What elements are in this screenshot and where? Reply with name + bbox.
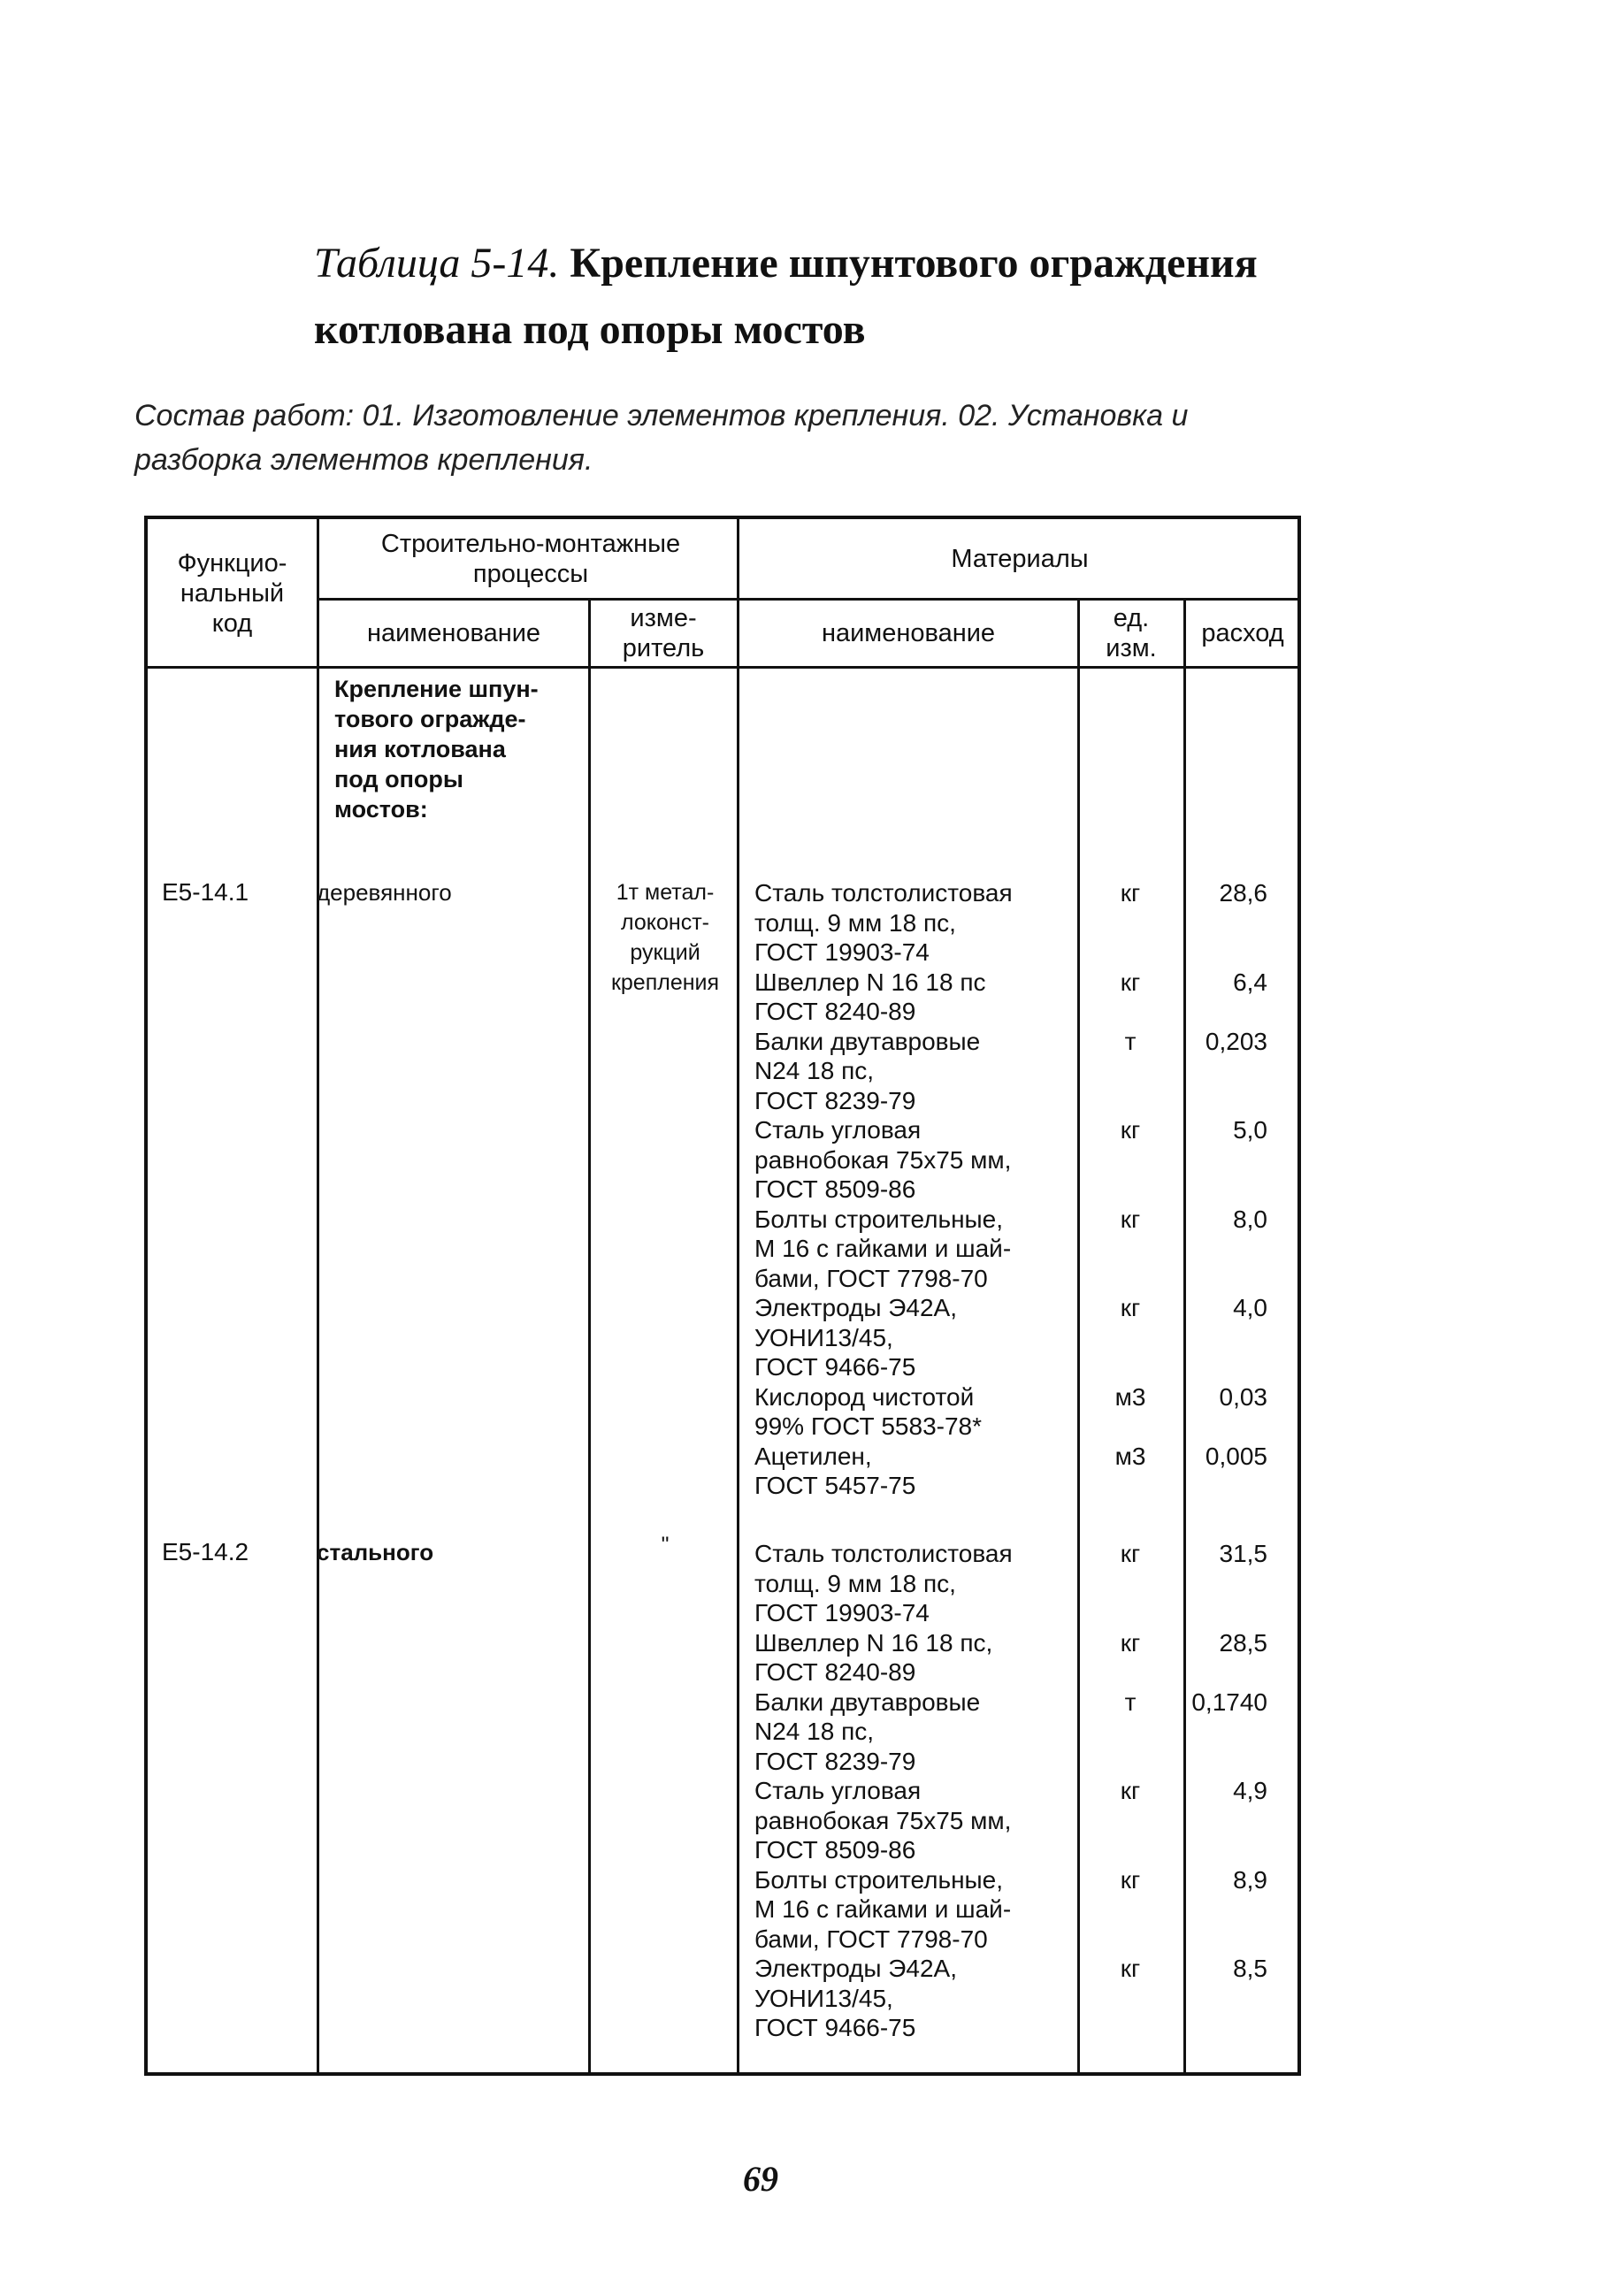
material-row bbox=[754, 1442, 1285, 1501]
col-divider bbox=[317, 517, 319, 2074]
header-meter: изме- ритель bbox=[622, 604, 705, 662]
material-name: Электроды Э42А, УОНИ13/45, ГОСТ 9466-75 bbox=[754, 1955, 957, 2041]
row-divider bbox=[317, 598, 1299, 601]
material-unit: кг bbox=[1120, 1865, 1141, 1894]
row-materials bbox=[754, 1539, 1285, 2043]
material-qty: 4,0 bbox=[1233, 1294, 1267, 1321]
material-row bbox=[754, 1628, 1285, 1688]
material-unit: т bbox=[1124, 1688, 1137, 1716]
material-qty: 8,5 bbox=[1233, 1955, 1267, 1982]
material-qty: 28,5 bbox=[1219, 1628, 1267, 1657]
material-unit: м3 bbox=[1114, 1442, 1146, 1470]
material-qty: 28,6 bbox=[1219, 879, 1267, 907]
material-qty: 0,203 bbox=[1205, 1027, 1267, 1055]
material-name: Кислород чистотой 99% ГОСТ 5583-78* bbox=[754, 1382, 983, 1440]
table-label: Таблица 5-14. bbox=[314, 240, 560, 287]
material-row bbox=[754, 1539, 1285, 1628]
material-name: Сталь угловая равнобокая 75х75 мм, ГОСТ 8509-86 bbox=[754, 1116, 1012, 1203]
material-row bbox=[754, 1382, 1285, 1442]
material-name: Швеллер N 16 18 пс, ГОСТ 8240-89 bbox=[754, 1628, 993, 1686]
material-qty: 4,9 bbox=[1233, 1777, 1267, 1804]
material-unit: кг bbox=[1120, 1540, 1141, 1567]
group-title: Крепление шпун- тового огражде- ния котлована под опоры мостов: bbox=[334, 676, 539, 823]
material-unit: м3 bbox=[1114, 1382, 1146, 1411]
material-row bbox=[754, 1115, 1285, 1205]
material-name: Ацетилен, ГОСТ 5457-75 bbox=[754, 1442, 916, 1499]
material-qty: 8,0 bbox=[1233, 1205, 1267, 1233]
material-row bbox=[754, 968, 1285, 1027]
material-qty: 0,1740 bbox=[1191, 1688, 1267, 1716]
material-name: Сталь толстолистовая толщ. 9 мм 18 пс, ГОСТ 19903-74 bbox=[754, 1540, 1013, 1626]
material-row bbox=[754, 1293, 1285, 1382]
row-meter: 1т метал- локонст- рукций крепления bbox=[610, 880, 720, 995]
row-meter: " bbox=[661, 1533, 670, 1557]
material-unit: кг bbox=[1120, 1205, 1141, 1233]
material-qty: 8,9 bbox=[1233, 1865, 1267, 1894]
material-qty: 31,5 bbox=[1219, 1540, 1267, 1567]
row-code: Е5-14.2 bbox=[162, 1538, 249, 1565]
material-row bbox=[754, 1205, 1285, 1294]
material-name: Балки двутавровые N24 18 пс, ГОСТ 8239-79 bbox=[754, 1027, 981, 1114]
material-row bbox=[754, 1688, 1285, 1777]
work-composition: Состав работ: 01. Изготовление элементов крепления. 02. Установка и разборка элементов крепления. bbox=[134, 399, 1189, 477]
material-name: Швеллер N 16 18 пс ГОСТ 8240-89 bbox=[754, 968, 986, 1025]
material-unit: кг bbox=[1120, 879, 1141, 907]
material-name: Электроды Э42А, УОНИ13/45, ГОСТ 9466-75 bbox=[754, 1294, 957, 1381]
row-code: Е5-14.1 bbox=[162, 878, 249, 906]
row-process-name: стального bbox=[317, 1539, 434, 1565]
material-unit: кг bbox=[1120, 1294, 1141, 1321]
material-qty: 5,0 bbox=[1233, 1116, 1267, 1144]
material-row bbox=[754, 1954, 1285, 2043]
page-number: 69 bbox=[743, 2159, 778, 2199]
material-qty: 0,03 bbox=[1219, 1382, 1267, 1411]
material-row bbox=[754, 1865, 1285, 1955]
header-materials: Материалы bbox=[951, 545, 1089, 573]
header-unit: ед. изм. bbox=[1106, 604, 1157, 662]
material-unit: кг bbox=[1120, 1116, 1141, 1144]
header-material-name: наименование bbox=[821, 619, 996, 647]
material-row bbox=[754, 878, 1285, 968]
material-unit: кг bbox=[1120, 1955, 1141, 1982]
header-code: Функцио- нальный код bbox=[177, 549, 287, 638]
material-name: Сталь угловая равнобокая 75х75 мм, ГОСТ 8509-86 bbox=[754, 1777, 1012, 1864]
row-materials bbox=[754, 878, 1285, 1501]
table-heading: Крепление шпунтового ограждения котлована под опоры мостов bbox=[314, 240, 1258, 353]
material-unit: кг bbox=[1120, 1628, 1141, 1657]
col-divider bbox=[737, 517, 739, 2074]
material-name: Болты строительные, М 16 с гайками и шай- бами, ГОСТ 7798-70 bbox=[754, 1865, 1012, 1953]
row-process-name: деревянного bbox=[317, 879, 452, 906]
material-row bbox=[754, 1776, 1285, 1865]
material-unit: т bbox=[1124, 1027, 1137, 1055]
row-divider bbox=[146, 666, 1299, 669]
material-unit: кг bbox=[1120, 1777, 1141, 1804]
table-title bbox=[314, 230, 1358, 363]
header-process-name: наименование bbox=[366, 619, 541, 647]
material-name: Балки двутавровые N24 18 пс, ГОСТ 8239-79 bbox=[754, 1688, 981, 1775]
material-name: Сталь толстолистовая толщ. 9 мм 18 пс, ГОСТ 19903-74 bbox=[754, 879, 1013, 966]
material-qty: 0,005 bbox=[1205, 1442, 1267, 1470]
material-qty: 6,4 bbox=[1233, 968, 1267, 996]
material-row bbox=[754, 1027, 1285, 1116]
header-processes: Строительно-монтажные процессы bbox=[380, 530, 681, 588]
header-qty: расход bbox=[1201, 619, 1284, 647]
material-unit: кг bbox=[1120, 968, 1141, 996]
material-name: Болты строительные, М 16 с гайками и шай- бами, ГОСТ 7798-70 bbox=[754, 1205, 1012, 1292]
